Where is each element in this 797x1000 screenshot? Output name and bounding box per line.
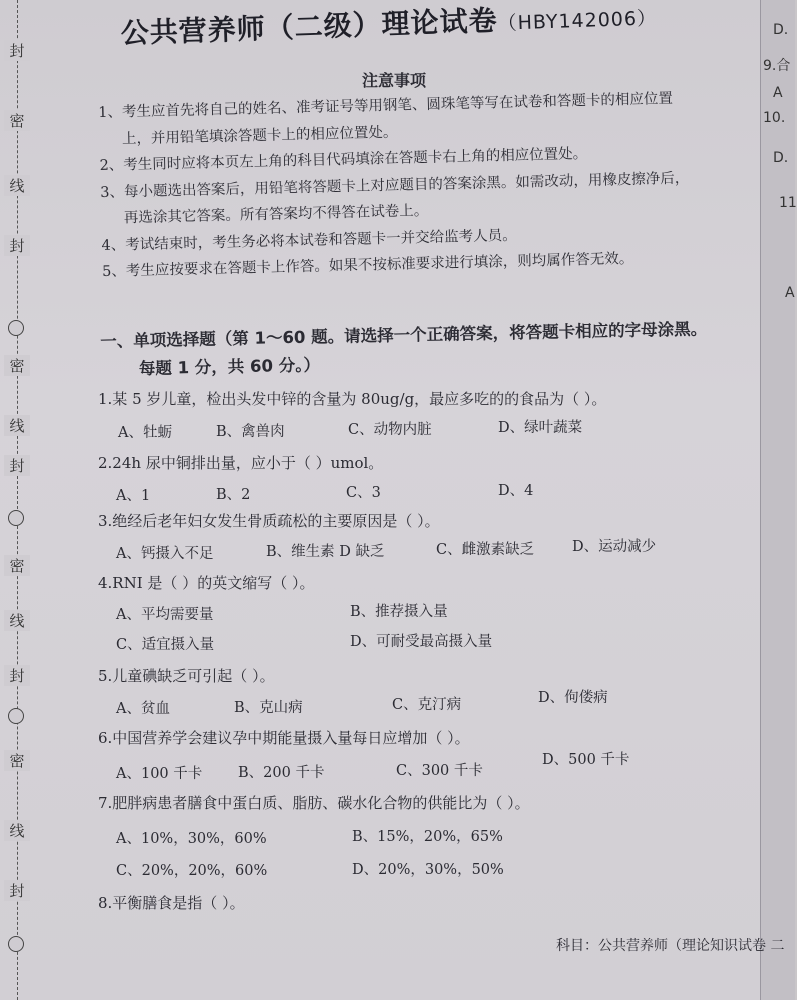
notice-item: 4、考试结束时，考生务必将本试卷和答题卡一并交给监考人员。 [101,227,517,254]
page-title [120,0,721,52]
notice-heading: 注意事项 [362,71,427,90]
binding-glyph: 封 [4,665,30,686]
section-heading [100,315,741,384]
notice-item: 2、考生同时应将本页左上角的科目代码填涂在答题卡右上角的相应位置处。 [99,146,588,174]
question-option: A、平均需要量 [116,607,214,623]
question-option: B、推荐摄入量 [350,604,448,620]
page-footer: 科目：公共营养师（理论知识试卷 二 [556,938,785,954]
binding-glyph: 线 [4,820,30,841]
question-option: D、绿叶蔬菜 [498,420,583,436]
binding-glyph: 封 [4,455,30,476]
binding-glyph: 封 [4,235,30,256]
question-option: A、10%，30%，60% [116,831,267,847]
binding-glyph: 线 [4,175,30,196]
question-option: C、动物内脏 [348,422,432,438]
question-stem: 1.某 5 岁儿童，检出头发中锌的含量为 80ug/g，最应多吃的的食品为（ ）。 [98,390,607,408]
question-option: B、200 千卡 [238,765,325,781]
next-page-fragment: 9.合 [763,58,791,74]
question-option: C、20%，20%，60% [116,863,268,879]
section-heading-line: 每题 1 分，共 60 分。） [138,355,321,379]
section-heading-line: 一、单项选择题（第 1～60 题。请选择一个正确答案，将答题卡相应的字母涂黑。 [100,319,708,351]
question-option: A、贫血 [116,701,170,717]
next-page-fragment: A [773,85,783,101]
question-option: B、2 [216,487,251,503]
exam-code: （HBY142006） [497,7,658,35]
notice-item-continued: 上，并用铅笔填涂答题卡上的相应位置处。 [121,124,398,147]
binding-margin [0,0,34,1000]
question-option: C、克汀病 [392,697,462,713]
question-option: B、维生素 D 缺乏 [266,544,385,560]
notice-item-continued: 再选涂其它答案。所有答案均不得答在试卷上。 [123,202,429,227]
question-option: B、禽兽肉 [216,424,285,440]
question-option: D、4 [498,483,534,499]
question-stem: 5.儿童碘缺乏可引起（ ）。 [98,667,275,685]
question-stem: 6.中国营养学会建议孕中期能量摄入量每日应增加（ ）。 [98,729,470,747]
binding-glyph: 密 [4,555,30,576]
question-option: B、15%，20%，65% [352,829,503,845]
next-page-fragment: 11 [779,195,797,211]
next-page-fragment: A [785,285,795,301]
notice-item: 3、每小题选出答案后，用铅笔将答题卡上对应题目的答案涂黑。如需改动，用橡皮擦净后， [100,170,690,201]
binding-glyph: 线 [4,415,30,436]
next-page-edge [760,0,795,1000]
question-stem: 4.RNI 是（ ）的英文缩写（ ）。 [98,574,315,592]
next-page-fragment: 10. [763,110,786,126]
binding-glyph: 封 [4,40,30,61]
binding-glyph: 密 [4,750,30,771]
question-stem: 3.绝经后老年妇女发生骨质疏松的主要原因是（ ）。 [98,512,440,530]
binding-glyph: 线 [4,610,30,631]
notice-item: 1、考生应首先将自己的姓名、准考证号等用钢笔、圆珠笔等写在试卷和答题卡的相应位置 [98,90,674,121]
question-option: D、500 千卡 [542,752,630,768]
question-option: C、3 [346,485,381,501]
binding-dashed-line [17,0,18,1000]
question-option: D、20%，30%，50% [352,862,504,878]
question-option: D、可耐受最高摄入量 [350,634,493,650]
question-option: A、1 [116,488,151,504]
title-text: 公共营养师（二级）理论试卷 [120,3,499,50]
question-option: A、钙摄入不足 [116,546,214,562]
binding-glyph: 密 [4,355,30,376]
notice-list [98,85,732,286]
question-stem: 2.24h 尿中铜排出量，应小于（ ）umol。 [98,454,384,472]
binding-ring-icon [8,708,24,724]
question-stem: 7.肥胖病患者膳食中蛋白质、脂肪、碳水化合物的供能比为（ ）。 [98,794,530,812]
binding-ring-icon [8,510,24,526]
binding-ring-icon [8,936,24,952]
question-option: D、运动减少 [572,539,657,555]
notice-item: 5、考生应按要求在答题卡上作答。如果不按标准要求进行填涂，则均属作答无效。 [102,250,634,280]
question-option: A、牡蛎 [118,425,172,441]
question-option: A、100 千卡 [116,766,203,782]
question-option: C、300 千卡 [396,763,483,779]
question-stem: 8.平衡膳食是指（ ）。 [98,894,245,912]
binding-glyph: 封 [4,880,30,901]
question-option: C、适宜摄入量 [116,637,215,653]
question-option: B、克山病 [234,700,303,716]
binding-glyph: 密 [4,110,30,131]
question-option: D、佝偻病 [538,690,608,706]
question-option: C、雌激素缺乏 [436,542,535,558]
next-page-fragment: D. [773,150,789,166]
binding-ring-icon [8,320,24,336]
next-page-fragment: D. [773,22,789,38]
